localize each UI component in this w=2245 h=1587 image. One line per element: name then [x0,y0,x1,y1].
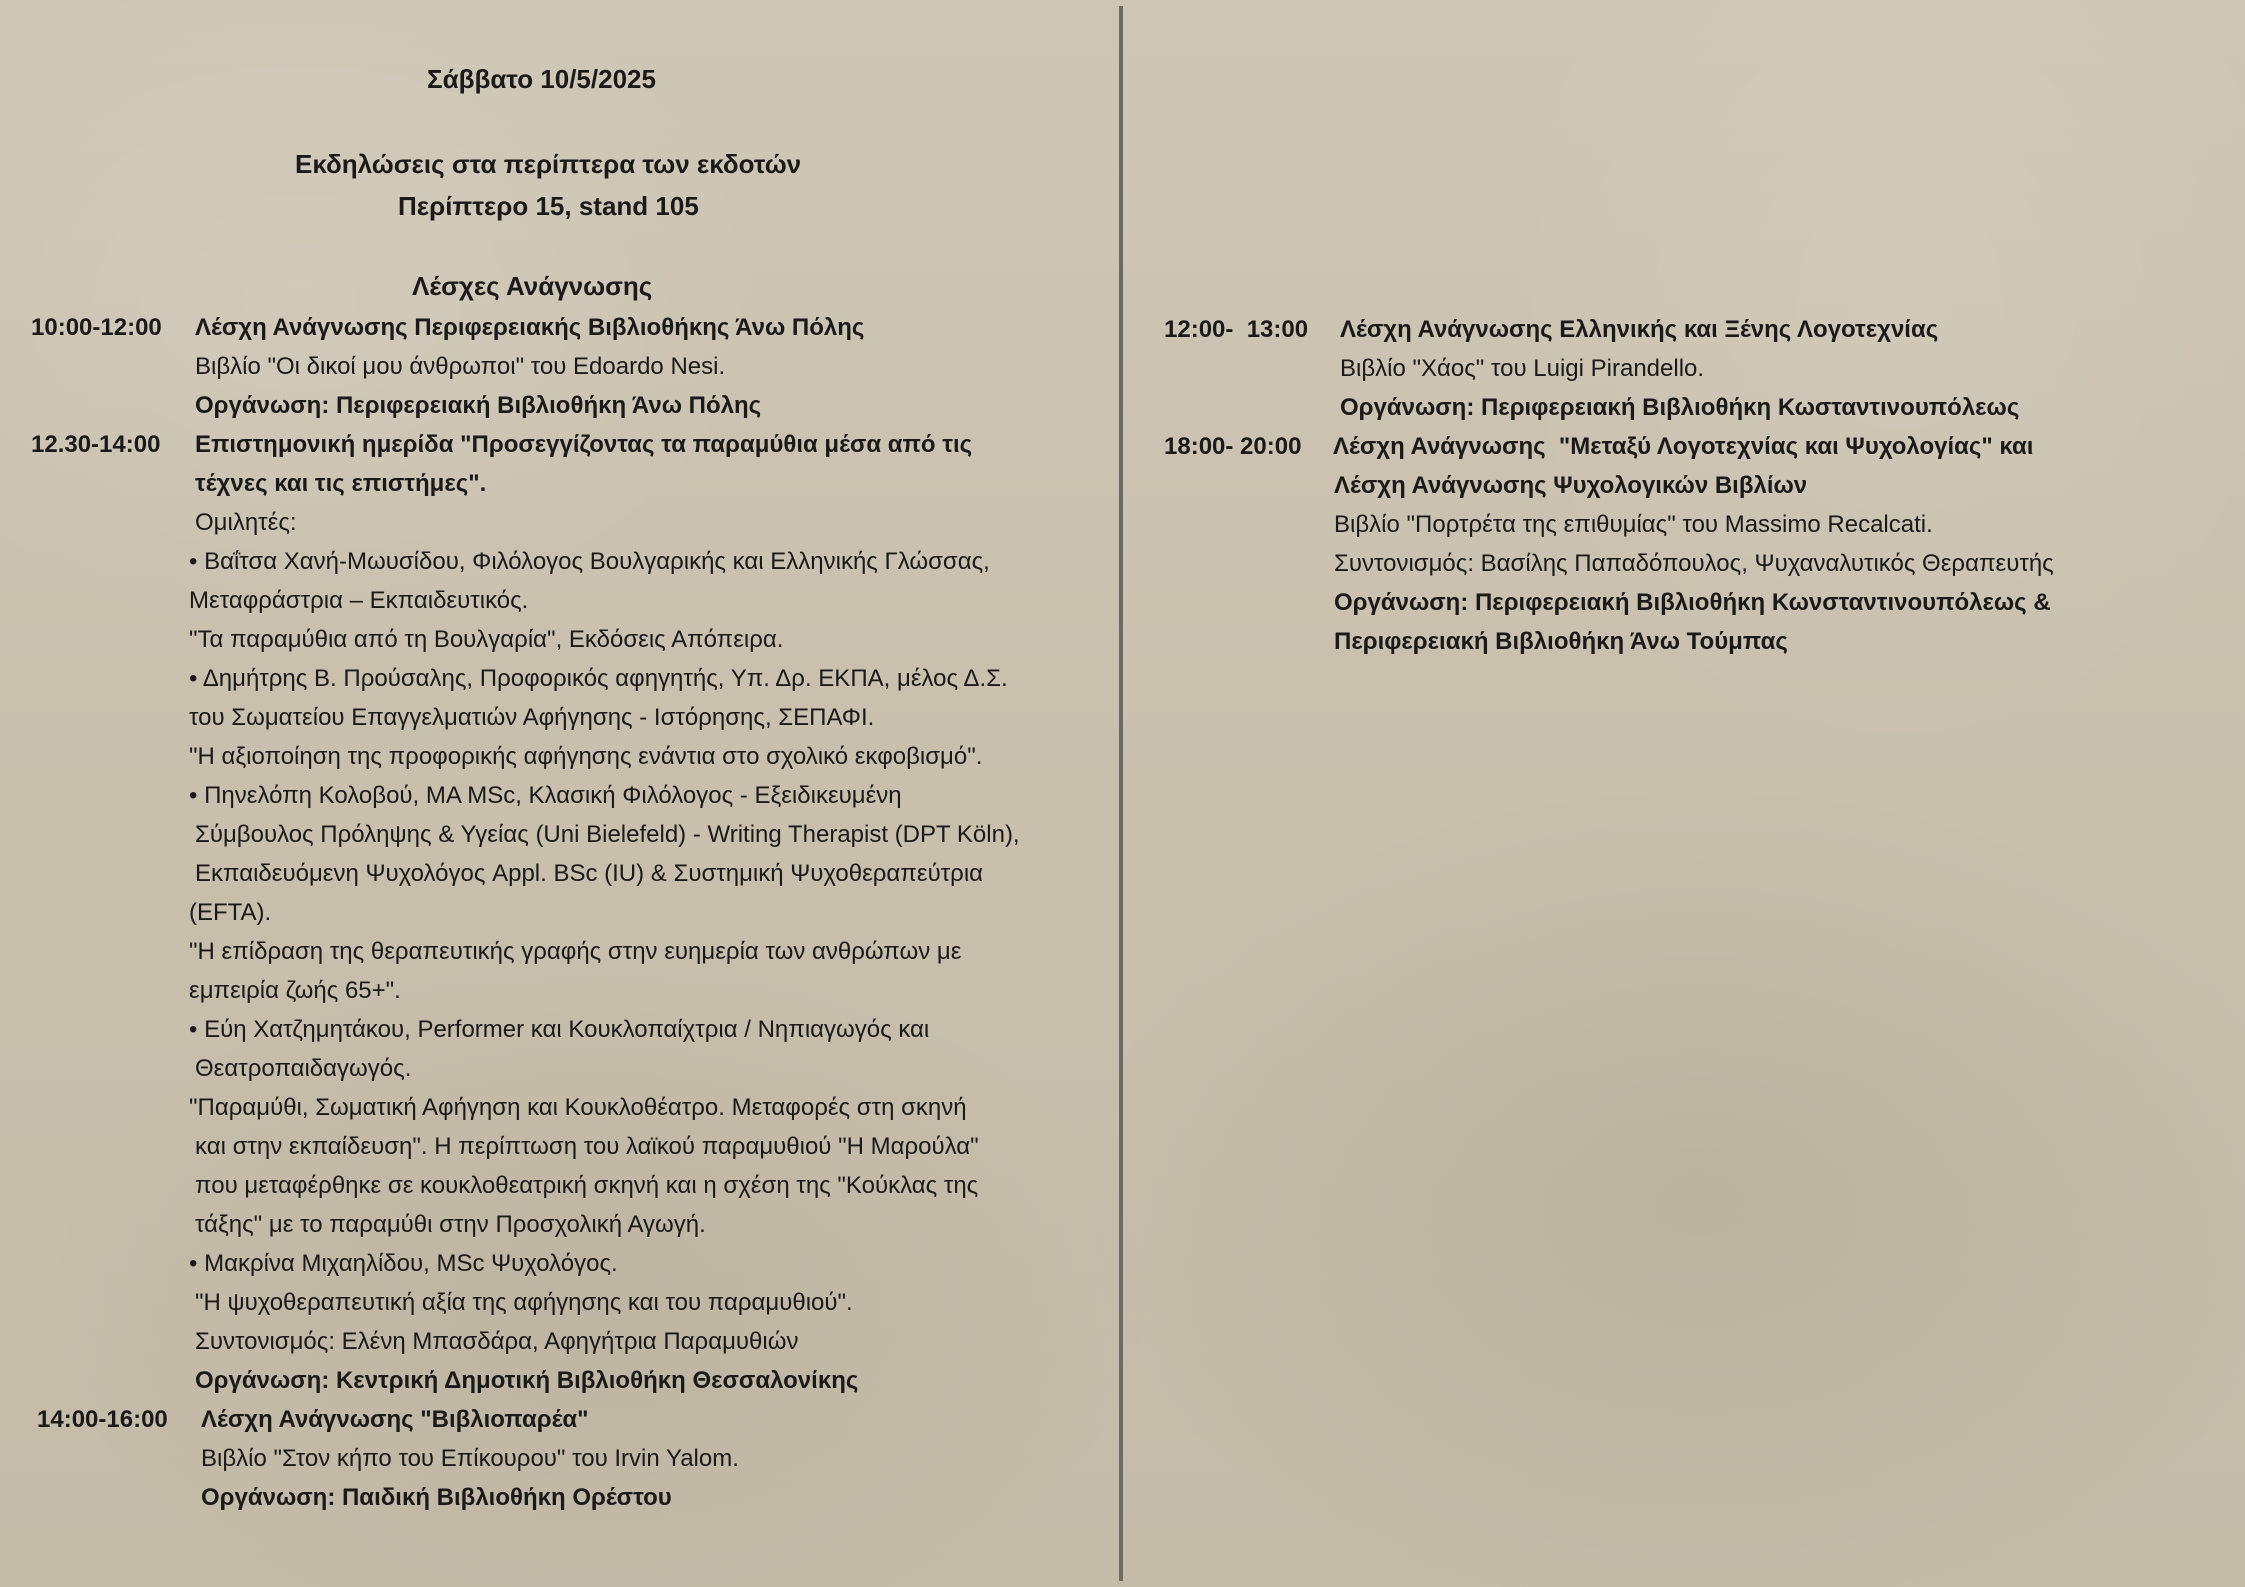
event-title: Επιστημονική ημερίδα "Προσεγγίζοντας τα παραμύθια μέσα από τις [195,431,973,458]
speaker-line: Θεατροπαιδαγωγός. [195,1055,412,1082]
section-heading: Λέσχες Ανάγνωσης [412,271,653,301]
event-organizer: Οργάνωση: Περιφερειακή Βιβλιοθήκη Άνω Πόλης [195,392,762,419]
event-title: Λέσχη Ανάγνωσης Ελληνικής και Ξένης Λογοτεχνίας [1340,316,1939,343]
event-organizer: Οργάνωση: Περιφερειακή Βιβλιοθήκη Κωνσταντινουπόλεως & [1334,589,2051,616]
speaker-line: του Σωματείου Επαγγελματιών Αφήγησης - Ιστόρησης, ΣΕΠΑΦΙ. [189,704,875,731]
event-time: 12.30-14:00 [31,431,161,458]
speaker-line: • Μακρίνα Μιχαηλίδου, MSc Ψυχολόγος. [189,1250,618,1277]
event-organizer: Οργάνωση: Περιφερειακή Βιβλιοθήκη Κωσταντινουπόλεως [1340,394,2020,421]
event-title: Λέσχη Ανάγνωσης "Μεταξύ Λογοτεχνίας και Ψυχολογίας" και [1333,433,2034,460]
events-title: Εκδηλώσεις στα περίπτερα των εκδοτών [295,149,802,179]
event-title-cont: Λέσχη Ανάγνωσης Ψυχολογικών Βιβλίων [1334,472,1808,499]
event-coordinator: Συντονισμός: Ελένη Μπασδάρα, Αφηγήτρια Παραμυθιών [195,1328,799,1355]
speaker-line: "Η αξιοποίηση της προφορικής αφήγησης ενάντια στο σχολικό εκφοβισμό". [189,743,983,770]
speaker-line: • Δημήτρης Β. Προύσαλης, Προφορικός αφηγητής, Υπ. Δρ. ΕΚΠΑ, μέλος Δ.Σ. [189,665,1008,692]
event-book: Βιβλίο "Οι δικοί μου άνθρωποι" του Edoardo Nesi. [195,353,726,380]
event-title: Λέσχη Ανάγνωσης Περιφερειακής Βιβλιοθήκης Άνω Πόλης [195,314,865,341]
speaker-line: Μεταφράστρια – Εκπαιδευτικός. [189,587,529,614]
event-title: Λέσχη Ανάγνωσης "Βιβλιοπαρέα" [201,1406,589,1433]
speaker-line: Εκπαιδευόμενη Ψυχολόγος Appl. BSc (IU) & Συστημική Ψυχοθεραπεύτρια [195,860,984,887]
speaker-line: που μεταφέρθηκε σε κουκλοθεατρική σκηνή και η σχέση της "Κούκλας της [195,1172,979,1199]
speaker-line: "Η επίδραση της θεραπευτικής γραφής στην ευημερία των ανθρώπων με [189,938,962,965]
speakers-label: Ομιλητές: [195,509,297,536]
event-title-cont: τέχνες και τις επιστήμες". [195,470,487,497]
date-heading: Σάββατο 10/5/2025 [427,64,656,94]
speaker-line: "Παραμύθι, Σωματική Αφήγηση και Κουκλοθέατρο. Μεταφορές στη σκηνή [189,1094,967,1121]
event-time: 12:00- 13:00 [1164,316,1309,343]
event-coordinator: Συντονισμός: Βασίλης Παπαδόπουλος, Ψυχαναλυτικός Θεραπευτής [1334,550,2054,577]
speaker-line: "Τα παραμύθια από τη Βουλγαρία", Εκδόσεις Απόπειρα. [189,626,784,653]
speaker-line: • Εύη Χατζημητάκου, Performer και Κουκλοπαίχτρια / Νηπιαγωγός και [189,1016,930,1043]
event-book: Βιβλίο "Στον κήπο του Επίκουρου" του Irvin Yalom. [201,1445,739,1472]
column-divider [1119,6,1123,1581]
pavilion-heading: Περίπτερο 15, stand 105 [398,191,699,221]
event-book: Βιβλίο "Πορτρέτα της επιθυμίας" του Massimo Recalcati. [1334,511,1933,538]
event-time: 14:00-16:00 [37,1406,168,1433]
speaker-line: "Η ψυχοθεραπευτική αξία της αφήγησης και του παραμυθιού". [195,1289,853,1316]
speaker-line: (EFTA). [189,899,272,926]
event-book: Βιβλίο "Χάος" του Luigi Pirandello. [1340,355,1705,382]
speaker-line: τάξης" με το παραμύθι στην Προσχολική Αγωγή. [195,1211,706,1238]
speaker-line: εμπειρία ζωής 65+". [189,977,401,1004]
speaker-line: και στην εκπαίδευση". Η περίπτωση του λαϊκού παραμυθιού "Η Μαρούλα" [195,1133,979,1160]
event-organizer: Οργάνωση: Κεντρική Δημοτική Βιβλιοθήκη Θεσσαλονίκης [195,1367,859,1394]
event-organizer: Οργάνωση: Παιδική Βιβλιοθήκη Ορέστου [201,1484,672,1511]
speaker-line: Σύμβουλος Πρόληψης & Υγείας (Uni Bielefeld) - Writing Therapist (DPT Köln), [195,821,1020,848]
speaker-line: • Βαΐτσα Χανή-Μωυσίδου, Φιλόλογος Βουλγαρικής και Ελληνικής Γλώσσας, [189,548,990,575]
event-time: 18:00- 20:00 [1164,433,1302,460]
event-time: 10:00-12:00 [31,314,162,341]
speaker-line: • Πηνελόπη Κολοβού, MA MSc, Κλασική Φιλόλογος - Εξειδικευμένη [189,782,902,809]
event-organizer-cont: Περιφερειακή Βιβλιοθήκη Άνω Τούμπας [1334,628,1788,655]
